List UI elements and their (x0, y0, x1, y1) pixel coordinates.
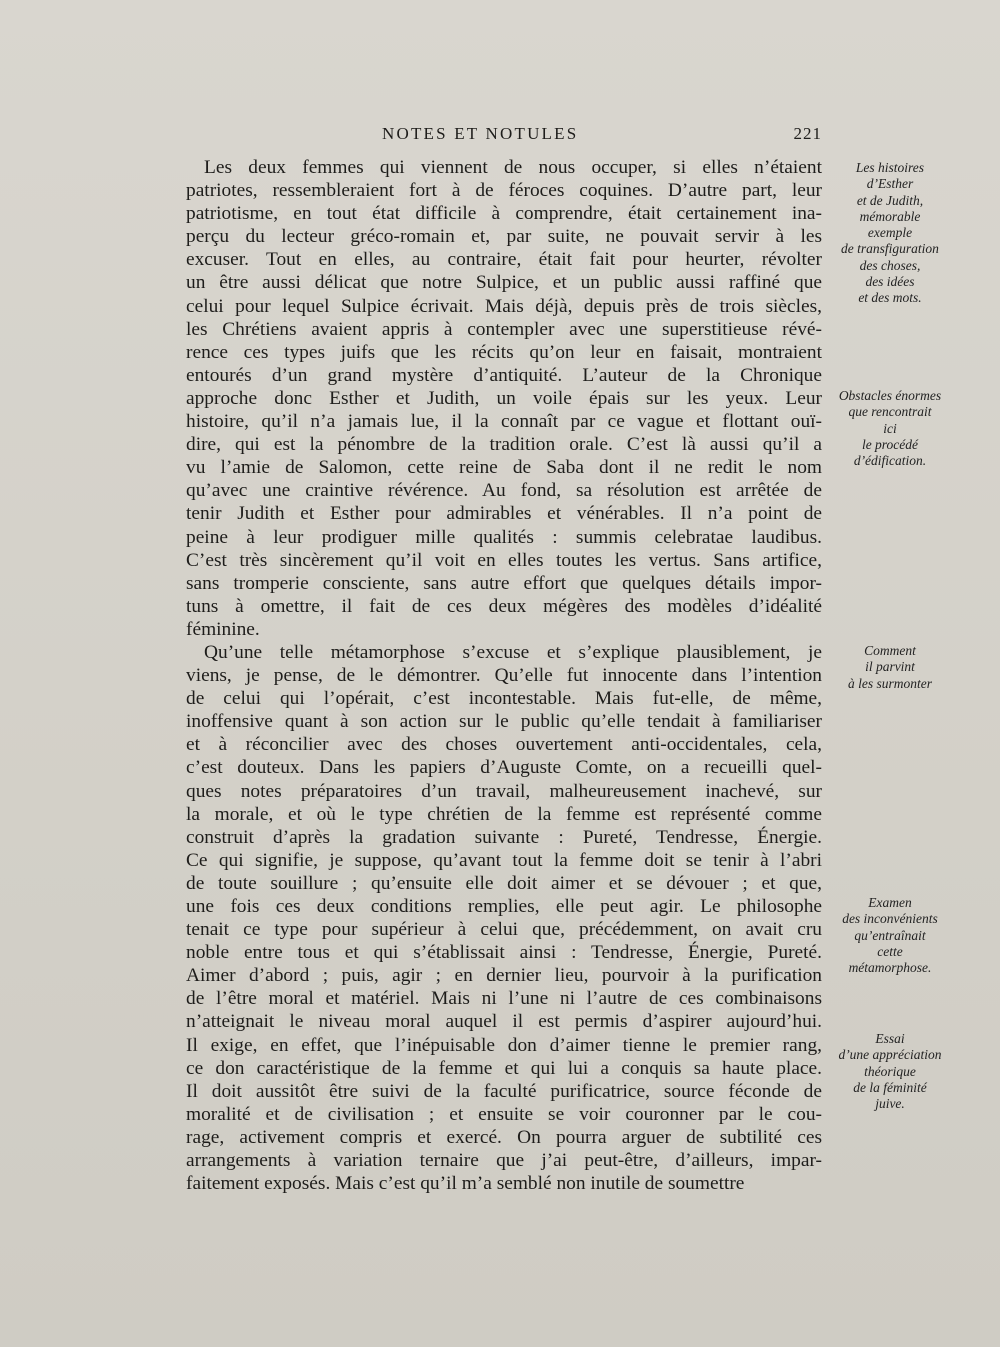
text-line: patriotisme, en tout état difficile à comprendre, était certainement ina- (186, 203, 822, 225)
margin-note-line: à les surmonter (848, 675, 932, 691)
running-head (186, 124, 822, 150)
margin-note-line: et des mots. (858, 290, 922, 306)
text-line: c’est douteux. Dans les papiers d’Auguste Comte, on a recueilli quel- (186, 757, 822, 779)
text-line: qu’avec une craintive révérence. Au fond, sa résolution est arrêtée de (186, 480, 822, 502)
text-line: Ce qui signifie, je suppose, qu’avant tout la femme doit se tenir à l’abri (186, 849, 822, 871)
margin-note-line: exemple (867, 225, 913, 241)
text-line: Les deux femmes qui viennent de nous occuper, si elles n’étaient (204, 157, 822, 178)
text-line: celui pour lequel Sulpice écrivait. Mais déjà, depuis près de trois siècles, (186, 295, 822, 317)
margin-note-line: et de Judith, (856, 192, 924, 208)
text-line: arrangements à variation ternaire que j’ai peut-être, d’ailleurs, impar- (186, 1150, 822, 1172)
running-title: NOTES ET NOTULES (382, 124, 579, 143)
text-line: sans tromperie consciente, sans autre effort que quelques détails impor- (186, 572, 822, 594)
text-line: faitement exposés. Mais c’est qu’il m’a semblé non inutile de soumettre (186, 1173, 745, 1195)
text-line: Il doit aussitôt être suivi de la faculté purificatrice, source féconde de (186, 1080, 822, 1102)
text-line: dire, qui est la pénombre de la tradition orale. C’est là aussi qu’il a (186, 434, 822, 456)
margin-note-line: métamorphose. (848, 960, 932, 976)
margin-note-line: cette (877, 943, 903, 959)
text-line: et à réconcilier avec des choses ouvertement anti-occidentales, cela, (186, 734, 822, 756)
margin-note-line: des idées (865, 274, 915, 290)
text-line: peine à leur prodiguer mille qualités : summis celebratae laudibus. (186, 526, 822, 548)
margin-note-line: Obstacles énormes (838, 388, 942, 403)
margin-note-line: juive. (875, 1096, 905, 1112)
text-line: ques notes préparatoires d’un travail, malheureusement inachevé, sur (186, 780, 822, 802)
body-text (186, 156, 822, 1195)
margin-note-line: ici (883, 420, 897, 436)
margin-note-line: d’édification. (853, 453, 927, 469)
text-line: ce don caractéristique de la femme et qui lui a conquis sa haute place. (186, 1057, 822, 1079)
margin-note-line: de la féminité (853, 1079, 927, 1095)
text-line: un être aussi délicat que notre Sulpice, et un public aussi raffiné que (186, 272, 822, 294)
text-line: de toute souillure ; qu’ensuite elle doit aimer et se dévouer ; et que, (186, 872, 822, 894)
margin-note-line: Essai (875, 1031, 905, 1046)
text-line: moralité et de civilisation ; et ensuite se voir couronner par le cou- (186, 1103, 822, 1125)
text-line: approche donc Esther et Judith, un voile épais sur les yeux. Leur (186, 387, 822, 409)
page-number: 221 (793, 124, 822, 143)
margin-note-line: théorique (864, 1063, 916, 1079)
text-line: une fois ces deux conditions remplies, elle peut agir. Le philosophe (186, 896, 822, 917)
margin-note-line: mémorable (859, 208, 921, 224)
text-line: tenait ce type pour supérieur à celui que, précédemment, on avait cru (186, 919, 822, 941)
margin-note-line: Examen (868, 895, 912, 910)
margin-note-line: il parvint (865, 659, 915, 675)
text-line: excuser. Tout en elles, au contraire, était fait pour heurter, révolter (186, 249, 822, 271)
text-line: de celui qui l’opérait, c’est incontestable. Mais fut-elle, de même, (186, 688, 822, 710)
text-line: construit d’après la gradation suivante : Pureté, Tendresse, Énergie. (186, 826, 822, 848)
text-line: perçu du lecteur gréco-romain et, par suite, ne pouvait servir à les (186, 226, 822, 248)
margin-note-histoires (820, 160, 960, 307)
text-line: histoire, qu’il n’a jamais lue, il la connaît par ce vague et flottant ouï- (186, 411, 822, 433)
text-line: tenir Judith et Esther pour admirables et vénérables. Il n’a point de (186, 503, 822, 525)
text-line: viens, je pense, de le démontrer. Qu’elle fut innocente dans l’intention (186, 665, 822, 687)
text-line: C’est très sincèrement qu’il voit en elles toutes les vertus. Sans artifice, (186, 549, 822, 571)
text-line: vu l’amie de Salomon, cette reine de Saba dont il ne redit le nom (186, 457, 822, 479)
text-line: Qu’une telle métamorphose s’excuse et s’explique plausiblement, je (204, 641, 822, 663)
text-line: les Chrétiens avaient appris à contempler avec une superstitieuse révé- (186, 318, 822, 340)
text-line: féminine. (186, 618, 260, 640)
text-line: tuns à omettre, il fait de ces deux mégères des modèles d’idéalité (186, 595, 822, 617)
text-line: de l’être moral et matériel. Mais ni l’une ni l’autre de ces combinaisons (186, 988, 822, 1010)
margin-note-line: le procédé (861, 436, 919, 452)
text-line: rage, activement compris et exercé. On pourra arguer de subtilité ces (186, 1126, 822, 1148)
text-line: Aimer d’abord ; puis, agir ; en dernier lieu, pourvoir à la purification (186, 965, 822, 987)
text-line: n’atteignait le niveau moral auquel il est permis d’aspirer aujourd’hui. (186, 1011, 822, 1033)
text-line: inoffensive quant à son action sur le public qu’elle tendait à familiariser (186, 711, 822, 733)
margin-note-examen (820, 895, 960, 976)
margin-note-obstacles (820, 388, 960, 469)
margin-note-essai (820, 1031, 960, 1112)
text-line: entourés d’un grand mystère d’antiquité. L’auteur de la Chronique (186, 364, 822, 386)
margin-note-line: d’Esther (866, 176, 914, 192)
margin-note-comment (820, 643, 960, 692)
margin-note-line: des inconvénients (842, 911, 938, 927)
margin-note-line: Les histoires (855, 160, 925, 175)
margin-note-line: des choses, (859, 257, 921, 273)
margin-note-line: qu’entraînait (854, 927, 926, 943)
text-line: rence ces types juifs que les récits qu’on leur en faisait, montraient (186, 341, 822, 363)
text-line: Il exige, en effet, que l’inépuisable don d’aimer tienne le premier rang, (186, 1034, 822, 1056)
margin-note-line: d’une appréciation (838, 1047, 942, 1063)
text-line: noble entre tous et qui s’établissait ainsi : Tendresse, Énergie, Pureté. (186, 942, 822, 964)
margin-note-line: de transfiguration (841, 241, 939, 257)
text-line: patriotes, ressembleraient fort à de féroces coquines. D’autre part, leur (186, 180, 822, 202)
margin-note-line: Comment (864, 643, 916, 658)
margin-note-line: que rencontrait (848, 404, 932, 420)
text-line: la morale, et où le type chrétien de la femme est représenté comme (186, 803, 822, 825)
